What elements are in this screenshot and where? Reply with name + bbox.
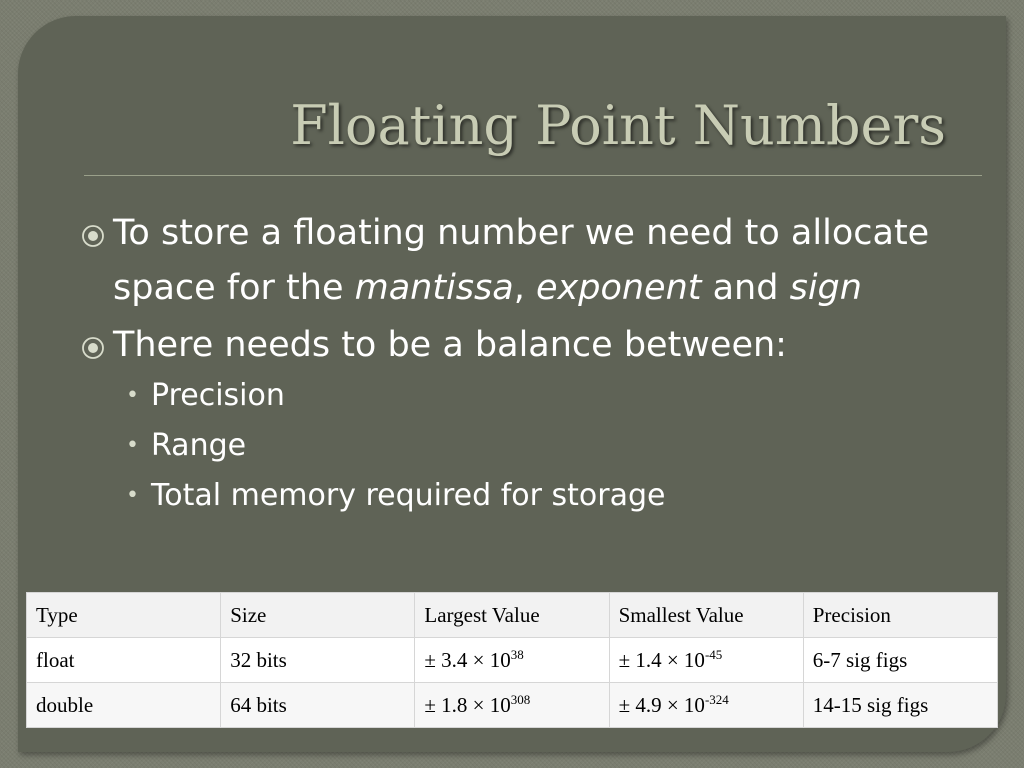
cell-size: 64 bits <box>221 683 415 728</box>
small-dot-icon: • <box>126 433 139 458</box>
term-sign: sign <box>789 268 862 308</box>
sub-bullet-text: Precision <box>151 378 285 413</box>
float-types-table <box>26 592 998 728</box>
sub-bullet-text: Total memory required for storage <box>151 478 666 513</box>
cell-precision: 6-7 sig figs <box>803 638 997 683</box>
sub-bullet-precision <box>80 371 980 421</box>
header-type: Type <box>27 593 221 638</box>
sub-bullet-memory <box>80 471 980 521</box>
bullet-text: To store a floating number we need to allocate space for the <box>113 213 930 308</box>
sub-bullet-text: Range <box>151 428 247 463</box>
bullet-storage <box>80 206 980 316</box>
small-dot-icon: • <box>126 383 139 408</box>
bullet-balance <box>80 318 980 373</box>
cell-smallest-value: ± $1.4 \times 10^{-45}$ <box>609 638 803 683</box>
header-precision: Precision <box>803 593 997 638</box>
header-smallest-value: Smallest Value <box>609 593 803 638</box>
circled-dot-icon <box>80 335 106 361</box>
cell-size: 32 bits <box>221 638 415 683</box>
cell-type: double <box>27 683 221 728</box>
cell-largest-value: ± $1.8 \times 10^{308}$ <box>415 683 609 728</box>
table-row <box>27 638 998 683</box>
cell-type: float <box>27 638 221 683</box>
cell-precision: 14-15 sig figs <box>803 683 997 728</box>
title-divider <box>84 175 982 176</box>
small-dot-icon: • <box>126 483 139 508</box>
term-exponent: exponent <box>535 268 702 308</box>
bullet-text: and <box>701 268 790 308</box>
table-header-row <box>27 593 998 638</box>
circled-dot-icon <box>80 223 106 249</box>
table-row <box>27 683 998 728</box>
bullet-text: There needs to be a balance between: <box>113 325 787 365</box>
bullet-text: , <box>513 268 536 308</box>
term-mantissa: mantissa <box>354 268 514 308</box>
header-largest-value: Largest Value <box>415 593 609 638</box>
sub-bullet-range <box>80 421 980 471</box>
sub-bullet-list <box>80 371 980 521</box>
cell-smallest-value: ± $4.9 \times 10^{-324}$ <box>609 683 803 728</box>
cell-largest-value: ± $3.4 \times 10^{38}$ <box>415 638 609 683</box>
slide-body <box>80 206 980 521</box>
slide-title: Floating Point Numbers <box>290 94 946 157</box>
header-size: Size <box>221 593 415 638</box>
